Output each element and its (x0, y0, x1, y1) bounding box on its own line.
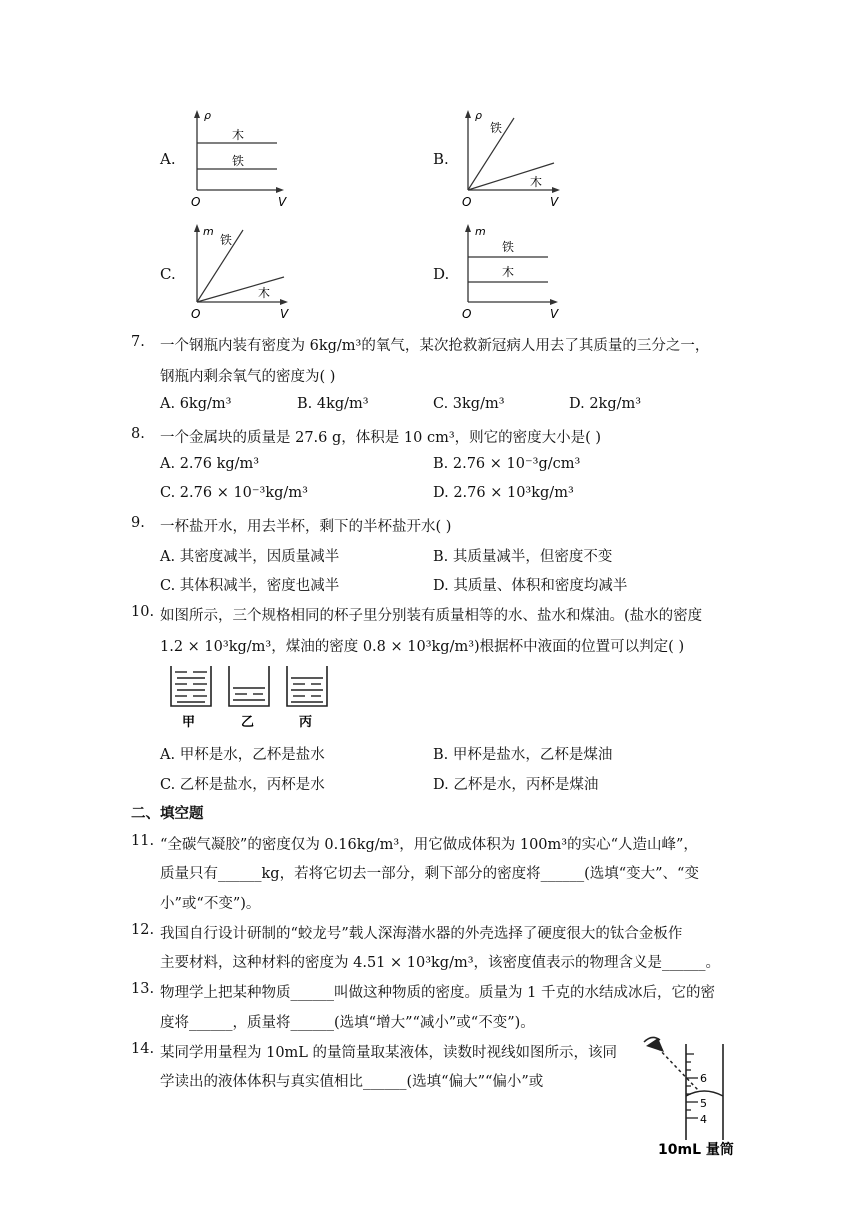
cup-label: 甲 (182, 715, 196, 730)
axis-x-label: V (550, 307, 559, 321)
axis-x-label: V (278, 195, 287, 209)
section-heading: 二、填空题 (131, 805, 204, 822)
option-a[interactable]: A. 其密度减半，因质量减半 (160, 549, 340, 565)
question-number: 8. (131, 426, 145, 442)
measuring-cylinder-figure (636, 1030, 736, 1160)
three-cups-figure (165, 662, 340, 734)
axis-y-label: ρ (475, 109, 482, 122)
line-label-bottom: 木 (502, 265, 515, 279)
origin-label: O (462, 307, 472, 321)
question-text: 主要材料，这种材料的密度为 4.51 × 10³kg/m³，该密度值表示的物理含义是______。 (160, 955, 721, 971)
question-text: 学读出的液体体积与真实值相比______(选填“偏大”“偏小”或 (160, 1074, 544, 1090)
option-b[interactable]: B. 4kg/m³ (297, 396, 369, 412)
question-number: 14. (131, 1041, 155, 1057)
tick-label: 6 (700, 1072, 707, 1085)
graph-a (180, 108, 290, 213)
question-text: 度将______，质量将______(选填“增大”“减小”或“不变”)。 (160, 1015, 535, 1031)
line-label-shallow: 木 (530, 175, 543, 189)
axis-y-label: m (475, 225, 486, 238)
option-b-label[interactable]: B. (433, 150, 449, 168)
origin-label: O (462, 195, 472, 209)
question-text: 如图所示，三个规格相同的杯子里分别装有质量相等的水、盐水和煤油。(盐水的密度 (160, 608, 703, 624)
question-text: 钢瓶内剩余氧气的密度为( ) (160, 369, 336, 385)
option-c[interactable]: C. 3kg/m³ (433, 396, 505, 412)
question-number: 10. (131, 604, 155, 620)
axis-x-label: V (550, 195, 559, 209)
question-text: 质量只有______kg，若将它切去一部分，剩下部分的密度将______(选填“变大”、“变 (160, 866, 699, 882)
question-text: 我国自行设计研制的“蛟龙号”载人深海潜水器的外壳选择了硬度很大的钛合金板作 (160, 926, 683, 942)
option-d[interactable]: D. 2kg/m³ (569, 396, 642, 412)
figure-caption: 10mL 量筒 (658, 1142, 734, 1158)
option-a-label[interactable]: A. (160, 150, 176, 168)
question-number: 12. (131, 922, 155, 938)
question-text: 小”或“不变”)。 (160, 896, 261, 912)
option-c[interactable]: C. 乙杯是盐水，丙杯是水 (160, 777, 325, 793)
axis-y-label: ρ (204, 109, 211, 122)
question-number: 13. (131, 981, 155, 997)
origin-label: O (191, 307, 201, 321)
graph-b (450, 108, 570, 213)
option-b[interactable]: B. 其质量减半，但密度不变 (433, 549, 613, 565)
question-text: 1.2 × 10³kg/m³，煤油的密度 0.8 × 10³kg/m³)根据杯中液面的位置可以判定( ) (160, 639, 685, 655)
graph-c (180, 222, 300, 327)
question-number: 9. (131, 515, 145, 531)
question-text: 一杯盐开水，用去半杯，剩下的半杯盐开水( ) (160, 519, 452, 535)
line-label-bottom: 铁 (232, 154, 245, 168)
option-d[interactable]: D. 其质量、体积和密度均减半 (433, 578, 628, 594)
line-label-shallow: 木 (258, 286, 271, 300)
option-a[interactable]: A. 2.76 kg/m³ (160, 456, 260, 472)
line-label-top: 铁 (502, 240, 515, 254)
line-label-top: 木 (232, 128, 245, 142)
option-d[interactable]: D. 2.76 × 10³kg/m³ (433, 485, 574, 501)
axis-y-label: m (203, 225, 214, 238)
option-a[interactable]: A. 6kg/m³ (160, 396, 232, 412)
option-a[interactable]: A. 甲杯是水，乙杯是盐水 (160, 747, 325, 763)
option-d-label[interactable]: D. (433, 265, 450, 283)
graph-d (450, 222, 570, 327)
question-number: 7. (131, 334, 145, 350)
option-b[interactable]: B. 甲杯是盐水，乙杯是煤油 (433, 747, 613, 763)
option-c-label[interactable]: C. (160, 265, 176, 283)
eye-icon (644, 1037, 664, 1052)
option-d[interactable]: D. 乙杯是水，丙杯是煤油 (433, 777, 599, 793)
option-b[interactable]: B. 2.76 × 10⁻³g/cm³ (433, 456, 581, 472)
cup-label: 乙 (241, 715, 255, 730)
option-c[interactable]: C. 其体积减半，密度也减半 (160, 578, 340, 594)
tick-label: 4 (700, 1113, 707, 1126)
line-label-steep: 铁 (490, 121, 503, 135)
question-text: 某同学用量程为 10mL 的量筒量取某液体，读数时视线如图所示，该同 (160, 1045, 618, 1061)
question-text: 一个金属块的质量是 27.6 g，体积是 10 cm³，则它的密度大小是( ) (160, 430, 602, 446)
origin-label: O (191, 195, 201, 209)
question-text: “全碳气凝胶”的密度仅为 0.16kg/m³，用它做成体积为 100m³的实心“人造山峰”， (160, 837, 698, 853)
question-text: 物理学上把某种物质______叫做这种物质的密度。质量为 1 千克的水结成冰后，它的密 (160, 985, 715, 1001)
option-c[interactable]: C. 2.76 × 10⁻³kg/m³ (160, 485, 308, 501)
axis-x-label: V (280, 307, 289, 321)
question-text: 一个钢瓶内装有密度为 6kg/m³的氧气，某次抢救新冠病人用去了其质量的三分之一， (160, 338, 710, 354)
question-number: 11. (131, 833, 155, 849)
line-label-steep: 铁 (220, 233, 233, 247)
tick-label: 5 (700, 1097, 707, 1110)
cup-label: 丙 (299, 715, 313, 730)
